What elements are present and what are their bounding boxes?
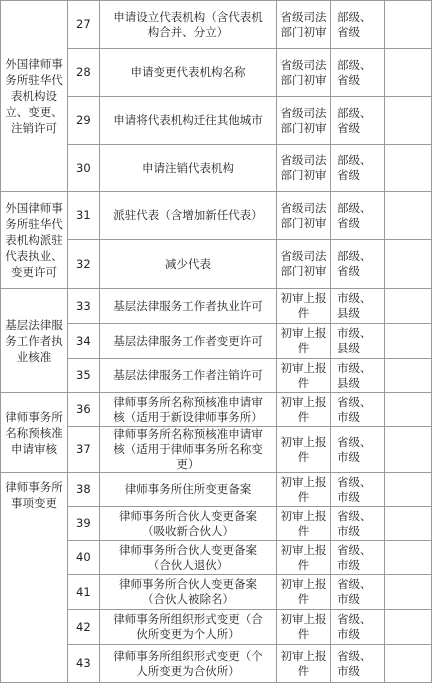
item-name-cell: 申请变更代表机构名称 (100, 49, 277, 97)
item-name-cell: 律师事务所合伙人变更备案（合伙人被除名） (100, 575, 277, 610)
review-stage-cell: 省级司法部门初审 (277, 240, 331, 289)
item-name-cell: 律师事务所住所变更备案 (100, 473, 277, 507)
item-name-cell: 律师事务所名称预核准申请审核（适用于律师事务所名称变更） (100, 427, 277, 473)
handling-level-cell: 市级、县级 (331, 289, 385, 324)
review-stage-cell: 初审上报件 (277, 289, 331, 324)
item-name-cell: 申请设立代表机构（含代表机构合并、分立） (100, 1, 277, 49)
review-stage-cell: 省级司法部门初审 (277, 192, 331, 240)
empty-cell (385, 145, 432, 192)
empty-cell (385, 1, 432, 49)
review-stage-cell: 初审上报件 (277, 507, 331, 541)
handling-level-cell: 省级、市级 (331, 541, 385, 575)
handling-level-cell: 省级、市级 (331, 645, 385, 683)
table-row (1, 289, 432, 324)
item-name-cell: 基层法律服务工作者变更许可 (100, 324, 277, 359)
handling-level-cell: 省级、市级 (331, 473, 385, 507)
table-row (1, 473, 432, 507)
handling-level-cell: 部级、省级 (331, 1, 385, 49)
empty-cell (385, 192, 432, 240)
empty-cell (385, 49, 432, 97)
review-stage-cell: 初审上报件 (277, 610, 331, 645)
item-name-cell: 律师事务所组织形式变更（合伙所变更为个人所） (100, 610, 277, 645)
review-stage-cell: 初审上报件 (277, 324, 331, 359)
item-name-cell: 基层法律服务工作者注销许可 (100, 359, 277, 393)
item-name-cell: 派驻代表（含增加新任代表） (100, 192, 277, 240)
empty-cell (385, 507, 432, 541)
empty-cell (385, 473, 432, 507)
empty-cell (385, 359, 432, 393)
category-cell: 律师事务所事项变更 (1, 473, 68, 683)
empty-cell (385, 575, 432, 610)
review-stage-cell: 省级司法部门初审 (277, 1, 331, 49)
review-stage-cell: 初审上报件 (277, 359, 331, 393)
item-number-cell: 28 (68, 49, 100, 97)
item-number-cell: 30 (68, 145, 100, 192)
item-number-cell: 40 (68, 541, 100, 575)
item-number-cell: 37 (68, 427, 100, 473)
review-stage-cell: 省级司法部门初审 (277, 145, 331, 192)
item-number-cell: 29 (68, 97, 100, 145)
handling-level-cell: 部级、省级 (331, 49, 385, 97)
item-number-cell: 32 (68, 240, 100, 289)
item-name-cell: 减少代表 (100, 240, 277, 289)
item-number-cell: 42 (68, 610, 100, 645)
handling-level-cell: 部级、省级 (331, 192, 385, 240)
table-body (1, 1, 432, 683)
review-stage-cell: 初审上报件 (277, 427, 331, 473)
category-cell: 基层法律服务工作者执业核准 (1, 289, 68, 393)
review-stage-cell: 初审上报件 (277, 473, 331, 507)
review-stage-cell: 初审上报件 (277, 541, 331, 575)
item-name-cell: 律师事务所合伙人变更备案（合伙人退伙） (100, 541, 277, 575)
empty-cell (385, 645, 432, 683)
table-row (1, 393, 432, 427)
handling-level-cell: 部级、省级 (331, 97, 385, 145)
handling-level-cell: 省级、市级 (331, 427, 385, 473)
item-name-cell: 律师事务所名称预核准申请审核（适用于新设律师事务所） (100, 393, 277, 427)
review-stage-cell: 省级司法部门初审 (277, 49, 331, 97)
item-number-cell: 33 (68, 289, 100, 324)
item-name-cell: 律师事务所组织形式变更（个人所变更为合伙所） (100, 645, 277, 683)
category-cell: 律师事务所名称预核准申请审核 (1, 393, 68, 473)
handling-level-cell: 市级、县级 (331, 324, 385, 359)
handling-level-cell: 部级、省级 (331, 240, 385, 289)
category-cell: 外国律师事务所驻华代表机构派驻代表执业、变更许可 (1, 192, 68, 289)
item-number-cell: 34 (68, 324, 100, 359)
empty-cell (385, 610, 432, 645)
handling-level-cell: 省级、市级 (331, 575, 385, 610)
handling-level-cell: 省级、市级 (331, 610, 385, 645)
item-name-cell: 基层法律服务工作者执业许可 (100, 289, 277, 324)
empty-cell (385, 240, 432, 289)
empty-cell (385, 393, 432, 427)
item-number-cell: 38 (68, 473, 100, 507)
handling-level-cell: 省级、市级 (331, 393, 385, 427)
review-stage-cell: 初审上报件 (277, 645, 331, 683)
item-number-cell: 39 (68, 507, 100, 541)
table-row (1, 1, 432, 49)
item-name-cell: 申请将代表机构迁往其他城市 (100, 97, 277, 145)
empty-cell (385, 97, 432, 145)
review-stage-cell: 省级司法部门初审 (277, 97, 331, 145)
item-number-cell: 35 (68, 359, 100, 393)
item-number-cell: 36 (68, 393, 100, 427)
review-stage-cell: 初审上报件 (277, 393, 331, 427)
handling-level-cell: 部级、省级 (331, 145, 385, 192)
empty-cell (385, 324, 432, 359)
category-cell: 外国律师事务所驻华代表机构设立、变更、注销许可 (1, 1, 68, 192)
item-name-cell: 律师事务所合伙人变更备案（吸收新合伙人） (100, 507, 277, 541)
item-number-cell: 41 (68, 575, 100, 610)
empty-cell (385, 289, 432, 324)
review-stage-cell: 初审上报件 (277, 575, 331, 610)
item-number-cell: 43 (68, 645, 100, 683)
item-number-cell: 31 (68, 192, 100, 240)
empty-cell (385, 541, 432, 575)
table-row (1, 192, 432, 240)
item-name-cell: 申请注销代表机构 (100, 145, 277, 192)
handling-level-cell: 省级、市级 (331, 507, 385, 541)
handling-level-cell: 市级、县级 (331, 359, 385, 393)
item-number-cell: 27 (68, 1, 100, 49)
empty-cell (385, 427, 432, 473)
